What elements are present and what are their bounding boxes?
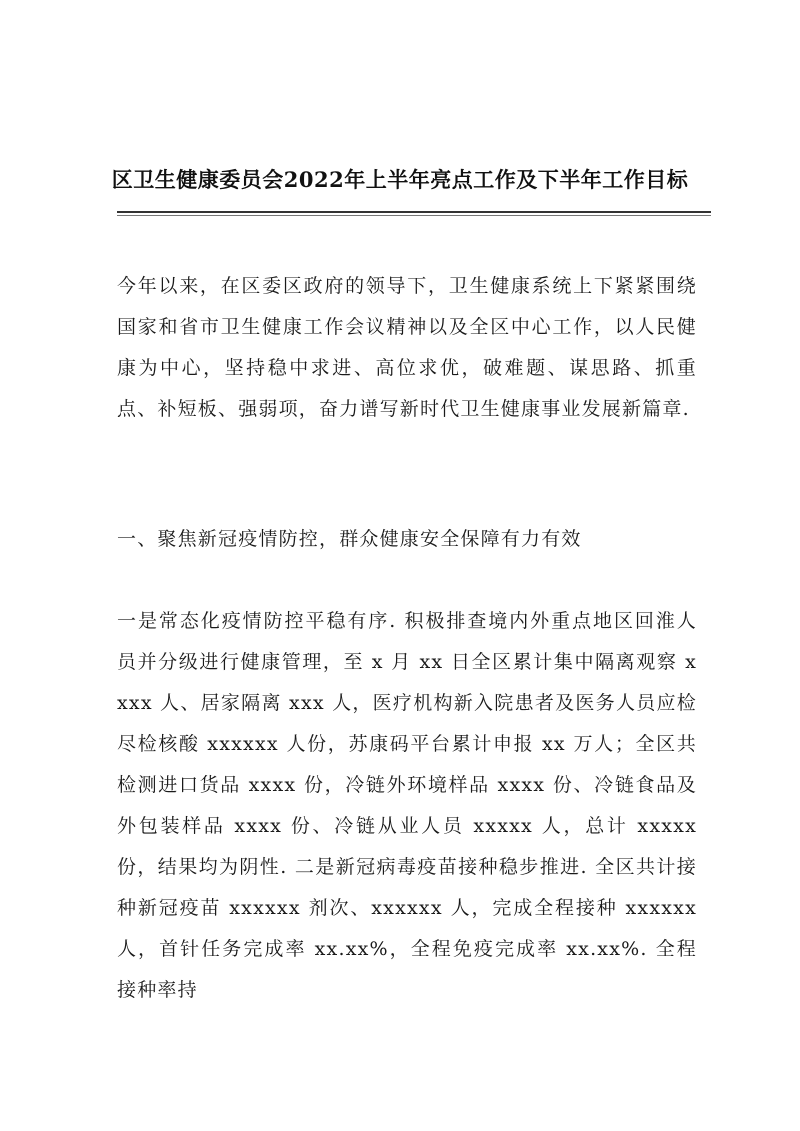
intro-paragraph: 今年以来，在区委区政府的领导下，卫生健康系统上下紧紧围绕国家和省市卫生健康工作会议精神以及全区中心工作，以人民健康为中心，坚持稳中求进、高位求优，破难题、谋思路、抓重点、补短板、强弱项，奋力谱写新时代卫生健康事业发展新篇章. <box>117 275 697 420</box>
section-heading-1: 一、聚焦新冠疫情防控，群众健康安全保障有力有效 <box>117 528 582 550</box>
section-1-paragraph: 一是常态化疫情防控平稳有序. 积极排查境内外重点地区回淮人员并分级进行健康管理，至 x 月 xx 日全区累计集中隔离观察 xxxx 人、居家隔离 xxx 人，医疗机构新入院患者及医务人员应检尽检核酸 xxxxxx 人份，苏康码平台累计申报 xx 万人；全区共检测进口货品 xxxx 份，冷链外环境样品 xxxx 份、冷链食品及外包装样品 xxxx 份、冷链从业人员 xxxxx 人，总计 xxxxx 份，结果均为阴性. 二是新冠病毒疫苗接种稳步推进. 全区共计接种新冠疫苗 xxxxxx 剂次、xxxxxx 人，完成全程接种 xxxxxx 人，首针任务完成率 xx.xx%，全程免疫完成率 xx.xx%. 全程接种率持 <box>117 610 697 1001</box>
document-title: 区卫生健康委员会2022年上半年亮点工作及下半年工作目标 <box>111 167 689 192</box>
title-divider-thin <box>117 215 711 216</box>
title-divider <box>117 211 711 213</box>
